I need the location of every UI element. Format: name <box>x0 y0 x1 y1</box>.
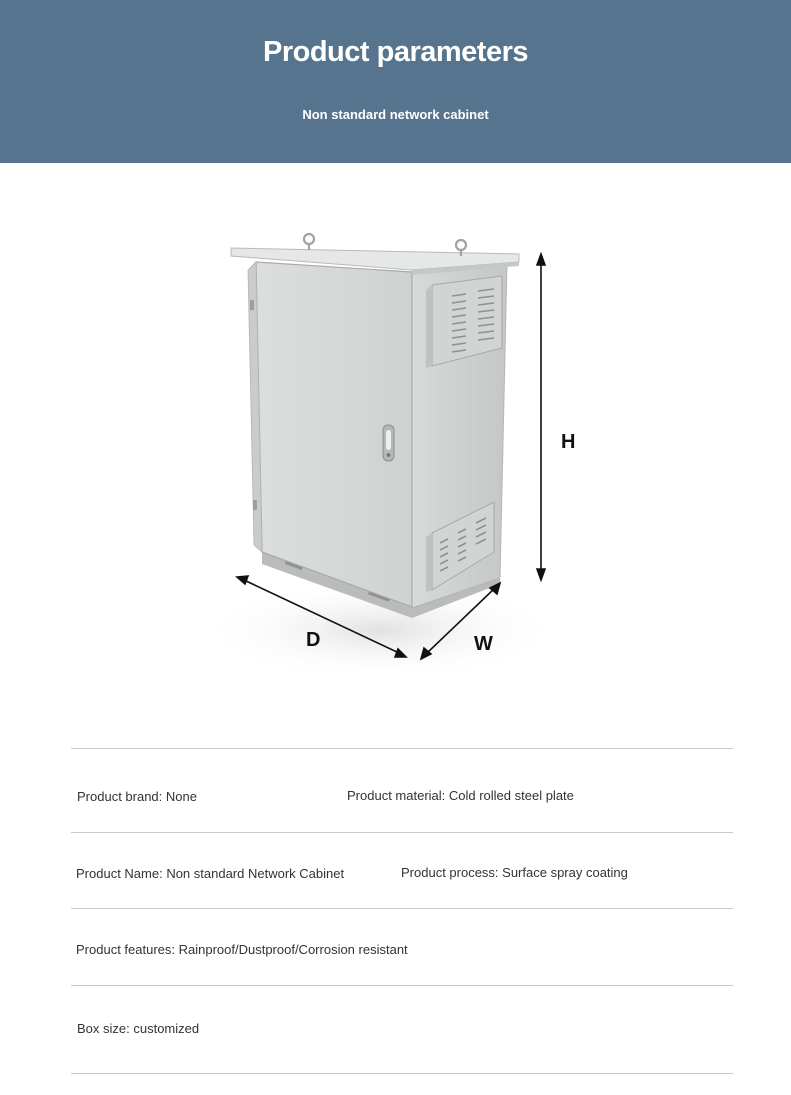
cabinet-illustration <box>200 215 620 715</box>
table-divider <box>71 748 733 749</box>
height-label: H <box>561 431 576 453</box>
param-features: Product features: Rainproof/Dustproof/Corrosion resistant <box>76 942 408 957</box>
lifting-eye-left <box>304 234 314 250</box>
table-divider <box>71 908 733 909</box>
table-divider <box>71 985 733 986</box>
param-process: Product process: Surface spray coating <box>401 865 628 880</box>
param-name: Product Name: Non standard Network Cabinet <box>76 866 345 881</box>
width-label: W <box>474 633 493 655</box>
door-handle <box>383 425 394 461</box>
page-subtitle: Non standard network cabinet <box>302 107 489 122</box>
table-divider <box>71 1073 733 1074</box>
param-brand: Product brand: None <box>77 789 197 804</box>
param-box-size: Box size: customized <box>77 1021 200 1036</box>
depth-label: D <box>306 629 321 651</box>
param-material: Product material: Cold rolled steel plate <box>347 788 574 803</box>
table-divider <box>71 832 733 833</box>
page-title: Product parameters <box>263 36 528 68</box>
header-banner <box>0 0 791 163</box>
height-dimension-arrow <box>537 254 545 580</box>
